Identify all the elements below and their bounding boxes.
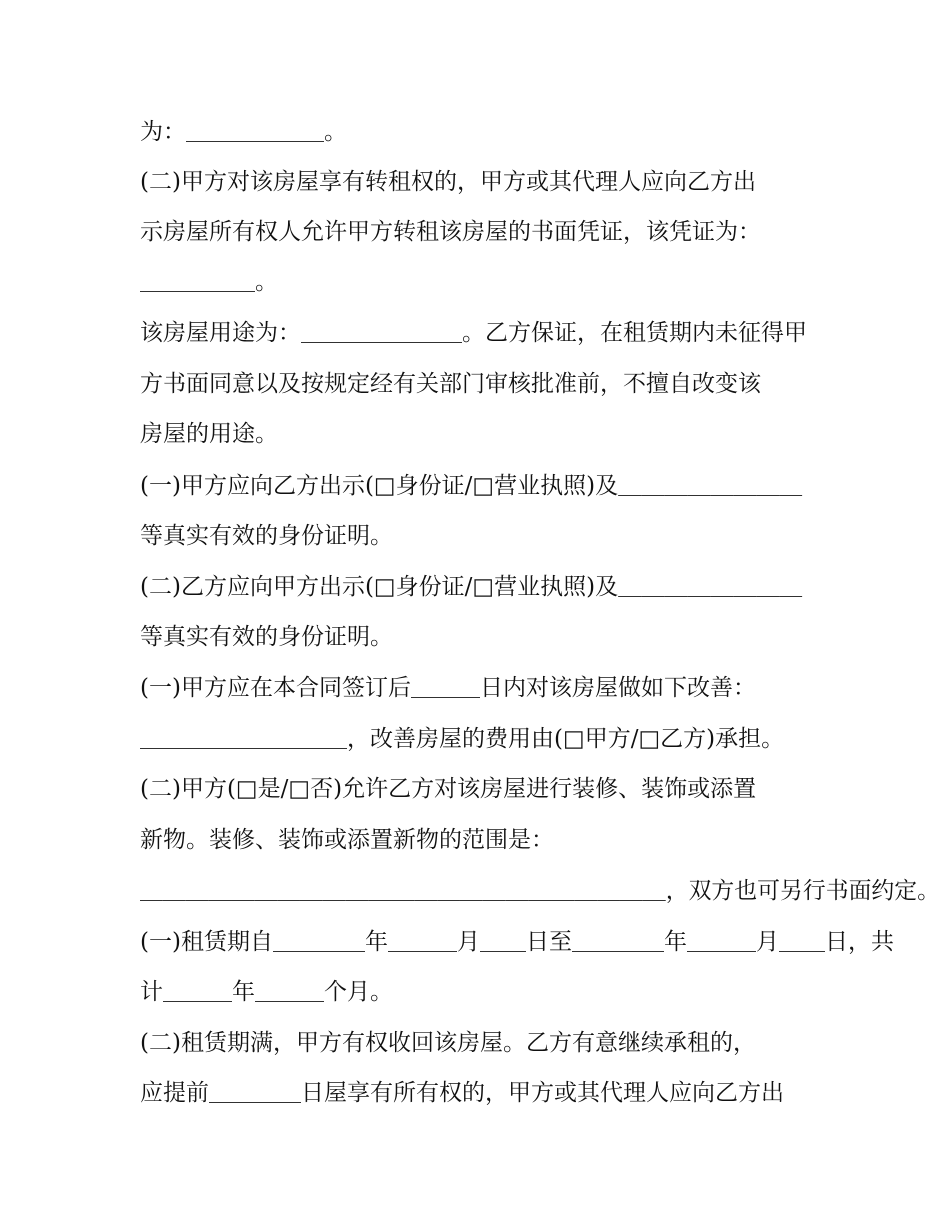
text-line: 等真实有效的身份证明。: [140, 523, 393, 549]
text-line: (一)租赁期自＿＿＿＿年＿＿＿月＿＿日至＿＿＿＿年＿＿＿月＿＿日，共: [140, 929, 894, 955]
text-line: (一)甲方应在本合同签订后＿＿＿日内对该房屋做如下改善：: [140, 675, 756, 701]
text-line: (二)甲方(□是/□否)允许乙方对该房屋进行装修、装饰或添置: [140, 776, 757, 802]
text-line: (二)租赁期满，甲方有权收回该房屋。乙方有意继续承租的，: [140, 1030, 756, 1056]
text-line: ＿＿＿＿＿＿＿＿＿，改善房屋的费用由(□甲方/□乙方)承担。: [140, 726, 785, 752]
text-line: 新物。装修、装饰或添置新物的范围是：: [140, 827, 554, 853]
text-line: 计＿＿＿年＿＿＿个月。: [140, 979, 393, 1005]
text-line: 示房屋所有权人允许甲方转租该房屋的书面凭证，该凭证为：: [140, 219, 761, 245]
text-line: 方书面同意以及按规定经有关部门审核批准前，不擅自改变该: [140, 371, 761, 397]
text-line: 房屋的用途。: [140, 421, 278, 447]
text-line: ＿＿＿＿＿。: [140, 269, 278, 295]
text-line: 为：＿＿＿＿＿＿。: [140, 119, 347, 145]
text-line: (二)甲方对该房屋享有转租权的，甲方或其代理人应向乙方出: [140, 169, 756, 195]
text-line: ＿＿＿＿＿＿＿＿＿＿＿＿＿＿＿＿＿＿＿＿＿＿＿，双方也可另行书面约定。: [140, 878, 940, 904]
text-line: (一)甲方应向乙方出示(□身份证/□营业执照)及＿＿＿＿＿＿＿＿: [140, 473, 803, 499]
text-line: 该房屋用途为：＿＿＿＿＿＿＿。乙方保证，在租赁期内未征得甲: [140, 320, 807, 346]
text-line: (二)乙方应向甲方出示(□身份证/□营业执照)及＿＿＿＿＿＿＿＿: [140, 574, 803, 600]
text-line: 应提前＿＿＿＿日屋享有所有权的，甲方或其代理人应向乙方出: [140, 1080, 784, 1106]
text-line: 等真实有效的身份证明。: [140, 624, 393, 650]
